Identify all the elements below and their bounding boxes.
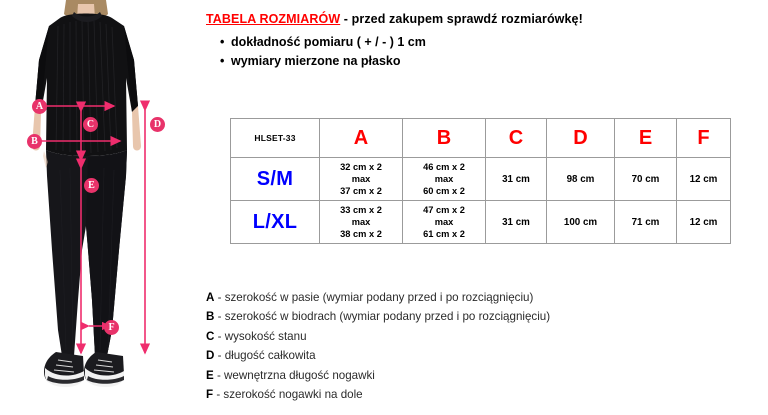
header-letter: F (697, 126, 710, 149)
measure-line: max (434, 217, 454, 227)
column-header-a (320, 119, 403, 158)
measure-line: 60 cm x 2 (423, 186, 465, 196)
table-header-row (231, 119, 731, 158)
column-header-f (677, 119, 731, 158)
measure-value: 70 cm (631, 173, 660, 185)
measure-value: 12 cm (689, 216, 718, 228)
table-row (231, 158, 731, 201)
notes-list (220, 33, 426, 71)
measure-line: 33 cm x 2 (340, 205, 382, 215)
legend-text: - szerokość w biodrach (wymiar podany przed i po rozciągnięciu) (217, 310, 551, 324)
header-letter: A (353, 126, 369, 149)
note-item (220, 33, 426, 52)
legend-item-e (206, 366, 550, 385)
legend-key: F (206, 388, 214, 402)
page-title-rest: - przed zakupem sprawdź rozmiarówkę! (340, 12, 583, 26)
measure-line: max (351, 217, 371, 227)
legend-item-f (206, 385, 550, 404)
legend-key: C (206, 329, 215, 343)
measure-line: 46 cm x 2 (423, 162, 465, 172)
model-photo (0, 0, 190, 415)
measure-value: 71 cm (631, 216, 660, 228)
legend-text: - długość całkowita (217, 349, 316, 363)
measure-cell-e (615, 201, 677, 244)
note-text: dokładność pomiaru ( + / - ) 1 cm (231, 35, 426, 49)
measure-cell-a (320, 158, 403, 201)
measure-cell-d (547, 158, 615, 201)
measure-line: max (351, 174, 371, 184)
measure-line: 38 cm x 2 (340, 229, 382, 239)
product-code: HLSET-33 (254, 132, 296, 143)
measure-cell-e (615, 158, 677, 201)
measurement-marker-d: D (150, 117, 165, 132)
measure-cell-c (486, 158, 547, 201)
legend-text: - wysokość stanu (217, 329, 307, 343)
measure-cell-b (403, 158, 486, 201)
measurement-marker-f: F (104, 320, 119, 335)
legend-key: D (206, 349, 215, 363)
measure-cell-d (547, 201, 615, 244)
measure-value: 100 cm (563, 216, 598, 228)
size-label: L/XL (252, 210, 298, 233)
measure-line: 37 cm x 2 (340, 186, 382, 196)
measure-cell-b (403, 201, 486, 244)
measure-value: 98 cm (566, 173, 595, 185)
size-table-wrapper (230, 118, 731, 244)
page-title-highlight: TABELA ROZMIARÓW (206, 12, 341, 26)
size-table (230, 118, 731, 244)
note-item (220, 52, 426, 71)
bullet-icon: • (220, 54, 225, 68)
legend-key: A (206, 291, 215, 304)
measure-line: 61 cm x 2 (423, 229, 465, 239)
legend-text: - wewnętrzna długość nogawki (216, 368, 375, 382)
measure-value: 12 cm (689, 173, 718, 185)
legend-item-d (206, 346, 550, 365)
measure-line: max (434, 174, 454, 184)
size-cell (231, 201, 320, 244)
legend-item-a (206, 288, 550, 307)
legend-text: - szerokość w pasie (wymiar podany przed i po rozciągnięciu) (217, 291, 534, 304)
column-header-e (615, 119, 677, 158)
header-letter: D (573, 126, 588, 149)
measurement-legend (206, 288, 550, 404)
header-letter: B (436, 126, 452, 149)
measurement-marker-c: C (83, 117, 98, 132)
measurement-marker-b: B (27, 134, 42, 149)
legend-key: B (206, 310, 215, 324)
header-letter: C (508, 126, 524, 149)
measure-value: 31 cm (502, 216, 530, 228)
legend-item-c (206, 327, 550, 346)
size-cell (231, 158, 320, 201)
measure-line: 32 cm x 2 (340, 162, 382, 172)
header-letter: E (638, 126, 653, 149)
measure-cell-a (320, 201, 403, 244)
info-panel (190, 0, 768, 415)
measurement-marker-a: A (32, 99, 47, 114)
legend-text: - szerokość nogawki na dole (216, 388, 363, 402)
measure-value: 31 cm (502, 173, 530, 185)
table-row (231, 201, 731, 244)
column-header-b (403, 119, 486, 158)
measure-line: 47 cm x 2 (423, 205, 465, 215)
size-label: S/M (256, 167, 294, 190)
measure-cell-f (677, 158, 731, 201)
legend-key: E (206, 368, 214, 382)
measurement-marker-e: E (84, 178, 99, 193)
page-title (206, 12, 583, 26)
note-text: wymiary mierzone na płasko (231, 54, 401, 68)
column-header-c (486, 119, 547, 158)
bullet-icon: • (220, 35, 225, 49)
measure-cell-f (677, 201, 731, 244)
product-code-cell (231, 119, 320, 158)
column-header-d (547, 119, 615, 158)
measure-cell-c (486, 201, 547, 244)
model-illustration (0, 0, 190, 415)
legend-item-b (206, 307, 550, 326)
